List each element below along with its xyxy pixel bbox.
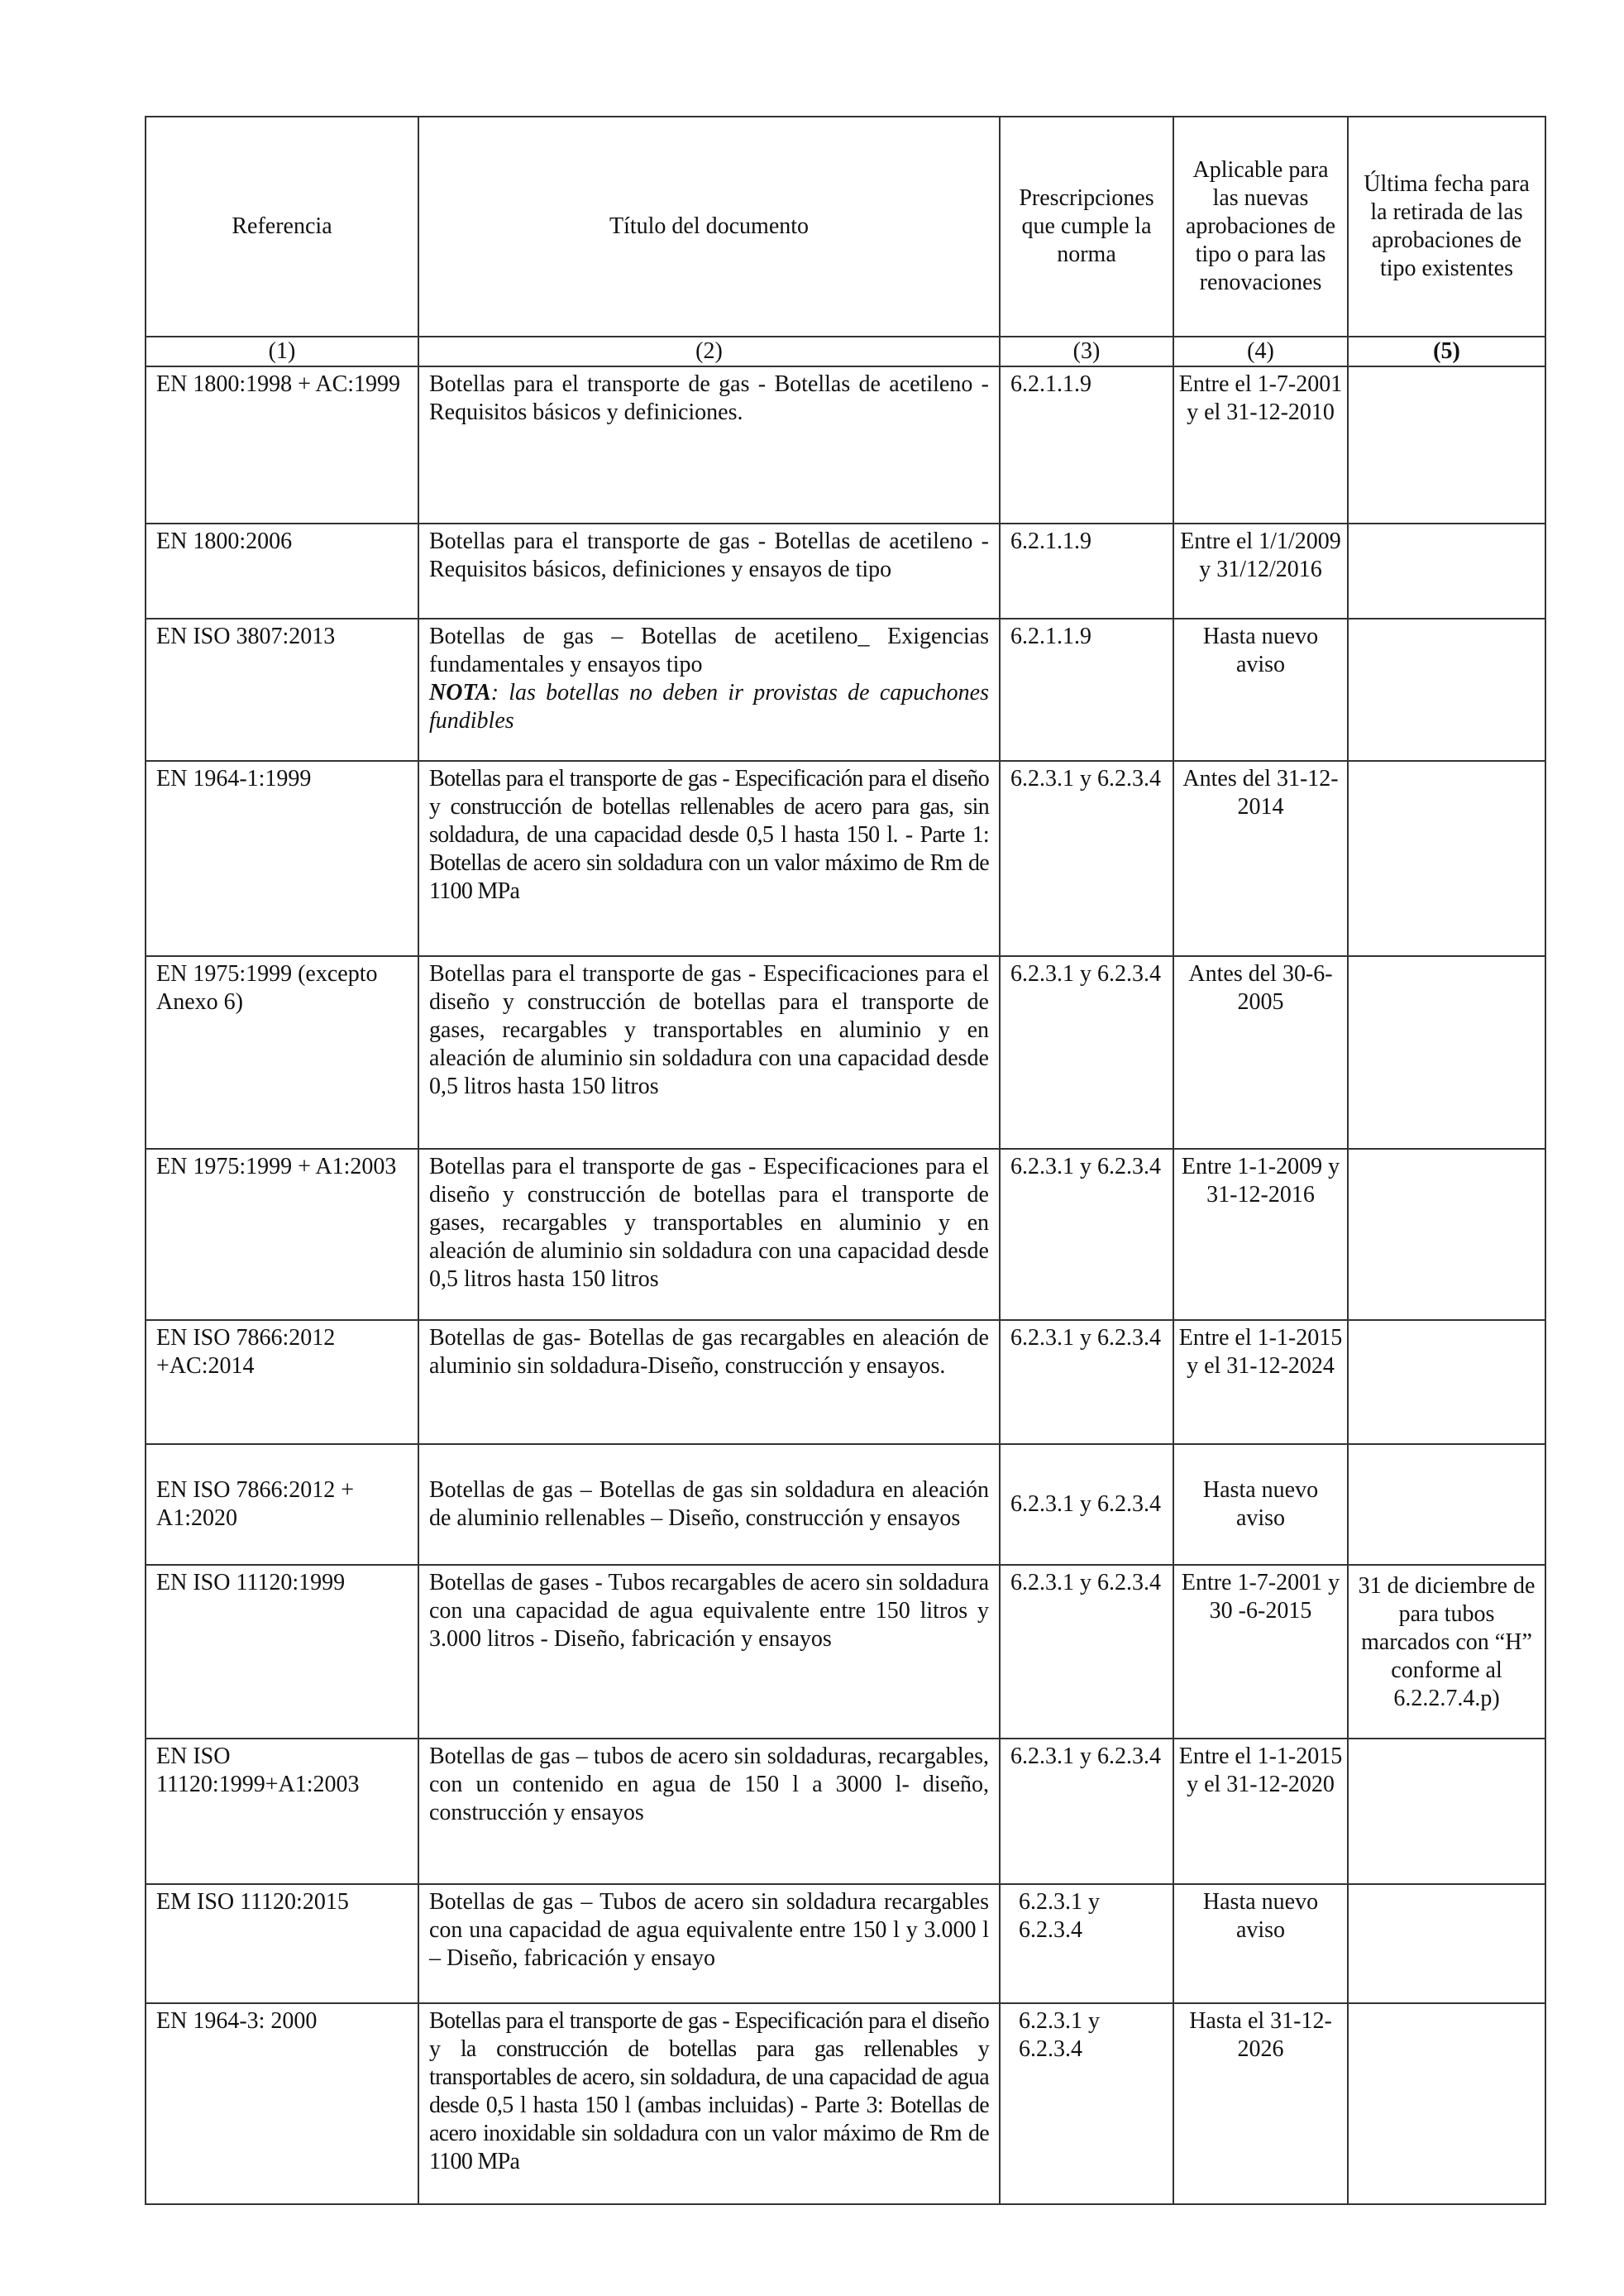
table-row [146, 1320, 1545, 1444]
reference-cell: EN ISO 11120:1999+A1:2003 [146, 1739, 418, 1884]
table-row [146, 1149, 1545, 1320]
title-cell [418, 619, 1000, 761]
table-row [146, 761, 1545, 956]
withdrawal-cell [1348, 956, 1545, 1149]
requirements-cell: 6.2.3.1 y 6.2.3.4 [1000, 761, 1173, 956]
column-number-row [146, 337, 1545, 366]
header-applicable: Aplicable para las nuevas aprobaciones de tipo o para las renovaciones [1173, 117, 1348, 337]
applicable-cell: Entre 1-1-2009 y 31-12-2016 [1173, 1149, 1348, 1320]
withdrawal-cell [1348, 1444, 1545, 1565]
table-row [146, 956, 1545, 1149]
reference-cell: EN ISO 11120:1999 [146, 1565, 418, 1739]
requirements-cell: 6.2.3.1 y 6.2.3.4 [1000, 1444, 1173, 1565]
requirements-cell: 6.2.1.1.9 [1000, 366, 1173, 524]
reference-cell: EN ISO 7866:2012 +AC:2014 [146, 1320, 418, 1444]
table-row [146, 366, 1545, 524]
title-cell: Botellas para el transporte de gas - Especificación para el diseño y la construcción de botellas para gas rellenables y transportables de acero, sin soldadura, de una capacidad de agua desde 0,5 l hasta 150 l (ambas incluidas) - Parte 3: Botellas de acero inoxidable sin soldadura con un valor máximo de Rm de 1100 MPa [418, 2003, 1000, 2204]
column-number: (2) [418, 337, 1000, 366]
reference-cell: EN 1975:1999 (excepto Anexo 6) [146, 956, 418, 1149]
column-number: (3) [1000, 337, 1173, 366]
requirements-cell: 6.2.3.1 y 6.2.3.4 [1000, 1884, 1173, 2003]
withdrawal-cell [1348, 2003, 1545, 2204]
note-label: NOTA [429, 680, 491, 706]
requirements-cell: 6.2.1.1.9 [1000, 524, 1173, 619]
applicable-cell: Entre el 1-1-2015 y el 31-12-2020 [1173, 1739, 1348, 1884]
note-text: : las botellas no deben ir provistas de capuchones fundibles [429, 680, 989, 734]
title-cell: Botellas para el transporte de gas - Especificaciones para el diseño y construcción de botellas para el transporte de gases, recargables y transportables en aluminio y en aleación de aluminio sin soldadura con una capacidad desde 0,5 litros hasta 150 litros [418, 956, 1000, 1149]
title-text: Botellas de gas – Botellas de acetileno_ Exigencias fundamentales y ensayos tipo [429, 624, 989, 677]
applicable-cell: Entre el 1-1-2015 y el 31-12-2024 [1173, 1320, 1348, 1444]
reference-cell: EN 1800:1998 + AC:1999 [146, 366, 418, 524]
requirements-cell: 6.2.3.1 y 6.2.3.4 [1000, 1149, 1173, 1320]
column-number: (1) [146, 337, 418, 366]
table-row [146, 1884, 1545, 2003]
requirements-cell: 6.2.1.1.9 [1000, 619, 1173, 761]
applicable-cell: Hasta nuevo aviso [1173, 619, 1348, 761]
title-cell: Botellas de gases - Tubos recargables de acero sin soldadura con una capacidad de agua equivalente entre 150 litros y 3.000 litros - Diseño, fabricación y ensayos [418, 1565, 1000, 1739]
standards-table [145, 116, 1546, 2205]
title-cell: Botellas de gas- Botellas de gas recargables en aleación de aluminio sin soldadura-Diseño, construcción y ensayos. [418, 1320, 1000, 1444]
withdrawal-cell [1348, 366, 1545, 524]
table-row [146, 2003, 1545, 2204]
reference-cell: EN 1800:2006 [146, 524, 418, 619]
table-row [146, 1565, 1545, 1739]
reference-cell: EN 1975:1999 + A1:2003 [146, 1149, 418, 1320]
reference-cell: EN ISO 7866:2012 + A1:2020 [146, 1444, 418, 1565]
table-row [146, 1739, 1545, 1884]
title-cell: Botellas para el transporte de gas - Especificaciones para el diseño y construcción de botellas para el transporte de gases, recargables y transportables en aluminio y en aleación de aluminio sin soldadura con una capacidad desde 0,5 litros hasta 150 litros [418, 1149, 1000, 1320]
title-cell: Botellas de gas – tubos de acero sin soldaduras, recargables, con un contenido en agua de 150 l a 3000 l- diseño, construcción y ensayos [418, 1739, 1000, 1884]
title-cell: Botellas para el transporte de gas - Botellas de acetileno - Requisitos básicos, definiciones y ensayos de tipo [418, 524, 1000, 619]
withdrawal-cell [1348, 524, 1545, 619]
applicable-cell: Hasta nuevo aviso [1173, 1884, 1348, 2003]
column-number: (4) [1173, 337, 1348, 366]
withdrawal-cell [1348, 1884, 1545, 2003]
reference-cell: EM ISO 11120:2015 [146, 1884, 418, 2003]
reference-cell: EN ISO 3807:2013 [146, 619, 418, 761]
requirements-cell: 6.2.3.1 y 6.2.3.4 [1000, 2003, 1173, 2204]
header-document-title: Título del documento [418, 117, 1000, 337]
header-row [146, 117, 1545, 337]
withdrawal-cell [1348, 1739, 1545, 1884]
withdrawal-cell [1348, 619, 1545, 761]
title-note [429, 679, 989, 735]
title-cell: Botellas para el transporte de gas - Botellas de acetileno - Requisitos básicos y definiciones. [418, 366, 1000, 524]
withdrawal-cell [1348, 1149, 1545, 1320]
table-row [146, 619, 1545, 761]
column-number: (5) [1348, 337, 1545, 366]
applicable-cell: Entre 1-7-2001 y 30 -6-2015 [1173, 1565, 1348, 1739]
applicable-cell: Hasta nuevo aviso [1173, 1444, 1348, 1565]
table-row [146, 524, 1545, 619]
title-cell: Botellas de gas – Tubos de acero sin soldadura recargables con una capacidad de agua equivalente entre 150 l y 3.000 l – Diseño, fabricación y ensayo [418, 1884, 1000, 2003]
reference-cell: EN 1964-1:1999 [146, 761, 418, 956]
withdrawal-cell: 31 de diciembre de para tubos marcados con “H” conforme al 6.2.2.7.4.p) [1348, 1565, 1545, 1739]
header-withdrawal-date: Última fecha para la retirada de las aprobaciones de tipo existentes [1348, 117, 1545, 337]
title-cell: Botellas para el transporte de gas - Especificación para el diseño y construcción de botellas rellenables de acero para gas, sin soldadura, de una capacidad desde 0,5 l hasta 150 l. - Parte 1: Botellas de acero sin soldadura con un valor máximo de Rm de 1100 MPa [418, 761, 1000, 956]
table-row [146, 1444, 1545, 1565]
applicable-cell: Antes del 31-12-2014 [1173, 761, 1348, 956]
withdrawal-cell [1348, 761, 1545, 956]
title-cell: Botellas de gas – Botellas de gas sin soldadura en aleación de aluminio rellenables – Diseño, construcción y ensayos [418, 1444, 1000, 1565]
header-reference: Referencia [146, 117, 418, 337]
withdrawal-cell [1348, 1320, 1545, 1444]
applicable-cell: Antes del 30-6-2005 [1173, 956, 1348, 1149]
requirements-cell: 6.2.3.1 y 6.2.3.4 [1000, 1320, 1173, 1444]
requirements-cell: 6.2.3.1 y 6.2.3.4 [1000, 1565, 1173, 1739]
requirements-cell: 6.2.3.1 y 6.2.3.4 [1000, 1739, 1173, 1884]
header-requirements: Prescripciones que cumple la norma [1000, 117, 1173, 337]
reference-cell: EN 1964-3: 2000 [146, 2003, 418, 2204]
requirements-cell: 6.2.3.1 y 6.2.3.4 [1000, 956, 1173, 1149]
applicable-cell: Entre el 1-7-2001 y el 31-12-2010 [1173, 366, 1348, 524]
applicable-cell: Entre el 1/1/2009 y 31/12/2016 [1173, 524, 1348, 619]
applicable-cell: Hasta el 31-12-2026 [1173, 2003, 1348, 2204]
